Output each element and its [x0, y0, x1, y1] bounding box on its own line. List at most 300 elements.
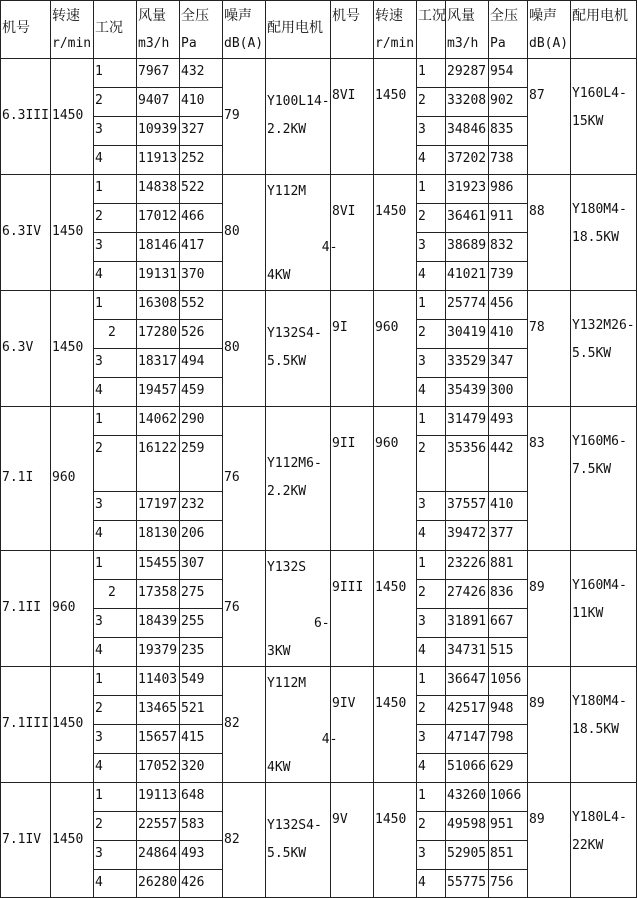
grid-line — [445, 608, 488, 609]
left-model-3: 6.3V — [2, 340, 34, 355]
left-speed-1: 1450 — [52, 108, 84, 123]
grid-line — [445, 520, 488, 521]
right-pressure: 410 — [490, 497, 514, 512]
left-pressure: 466 — [181, 209, 205, 224]
right-flow: 35356 — [447, 441, 487, 456]
right-motor-1: Y160L4- 15KW — [572, 86, 627, 129]
right-condition: 4 — [418, 151, 426, 166]
grid-line — [0, 0, 637, 1]
right-condition: 3 — [418, 497, 426, 512]
grid-line — [488, 608, 527, 609]
grid-line — [179, 145, 222, 146]
grid-line — [136, 491, 179, 492]
right-flow: 31923 — [447, 180, 487, 195]
grid-line — [50, 0, 51, 898]
left-flow: 18317 — [138, 354, 178, 369]
left-condition: 3 — [95, 497, 103, 512]
left-pressure: 206 — [181, 526, 205, 541]
grid-line — [179, 695, 222, 696]
grid-line — [445, 869, 488, 870]
right-flow: 31891 — [447, 614, 487, 629]
grid-line — [136, 87, 179, 88]
grid-line — [488, 203, 527, 204]
grid-line — [179, 435, 222, 436]
grid-line — [136, 116, 179, 117]
right-flow: 49598 — [447, 817, 487, 832]
right-pressure: 667 — [490, 614, 514, 629]
left-header-speed: 转速 — [52, 8, 80, 24]
right-motor-2: Y180M4- 18.5KW — [572, 202, 627, 245]
right-condition: 4 — [418, 383, 426, 398]
left-condition: 2 — [108, 325, 116, 340]
grid-line — [445, 0, 446, 898]
grid-line — [265, 0, 266, 898]
grid-line — [0, 406, 637, 407]
left-condition: 4 — [95, 267, 103, 282]
grid-line — [488, 232, 527, 233]
right-flow: 36647 — [447, 672, 487, 687]
grid-line — [416, 435, 445, 436]
right-noise-6: 89 — [529, 696, 545, 711]
grid-line — [136, 520, 179, 521]
left-pressure: 259 — [181, 441, 205, 456]
left-pressure: 417 — [181, 238, 205, 253]
left-flow: 24864 — [138, 846, 178, 861]
left-header-motor: 配用电机 — [267, 20, 323, 36]
grid-line — [93, 0, 94, 898]
grid-line — [93, 520, 136, 521]
left-condition: 4 — [95, 875, 103, 890]
left-condition: 3 — [95, 354, 103, 369]
left-flow: 17358 — [138, 585, 178, 600]
right-noise-7: 89 — [529, 812, 545, 827]
right-condition: 3 — [418, 238, 426, 253]
right-condition: 2 — [418, 585, 426, 600]
left-model-2: 6.3IV — [2, 224, 42, 239]
grid-line — [570, 0, 571, 898]
grid-line — [445, 637, 488, 638]
grid-line — [416, 840, 445, 841]
right-header-pressure-unit: Pa — [490, 36, 506, 51]
grid-line — [93, 116, 136, 117]
left-flow: 19379 — [138, 643, 178, 658]
right-motor-3: Y132M26- 5.5KW — [572, 318, 635, 361]
grid-line — [93, 695, 136, 696]
left-pressure: 426 — [181, 875, 205, 890]
grid-line — [488, 869, 527, 870]
right-pressure: 300 — [490, 383, 514, 398]
right-condition: 1 — [418, 64, 426, 79]
grid-line — [416, 377, 445, 378]
left-model-7: 7.1IV — [2, 832, 42, 847]
right-pressure: 629 — [490, 759, 514, 774]
right-pressure: 832 — [490, 238, 514, 253]
grid-line — [179, 87, 222, 88]
grid-line — [488, 491, 527, 492]
left-model-1: 6.3III — [2, 108, 49, 123]
left-flow: 15657 — [138, 730, 178, 745]
left-header-flow: 风量 — [138, 8, 166, 24]
left-motor-1: Y100L14- 2.2KW — [267, 94, 330, 137]
grid-line — [93, 377, 136, 378]
left-flow: 13465 — [138, 701, 178, 716]
left-speed-7: 1450 — [52, 832, 84, 847]
right-condition: 4 — [418, 526, 426, 541]
left-pressure: 522 — [181, 180, 205, 195]
left-condition: 2 — [95, 93, 103, 108]
left-flow: 19457 — [138, 383, 178, 398]
grid-line — [179, 608, 222, 609]
right-flow: 38689 — [447, 238, 487, 253]
grid-line — [93, 203, 136, 204]
right-header-noise-unit: dB(A) — [529, 36, 569, 51]
right-noise-4: 83 — [529, 436, 545, 451]
right-flow: 35439 — [447, 383, 487, 398]
grid-line — [488, 637, 527, 638]
grid-line — [416, 637, 445, 638]
left-flow: 16308 — [138, 296, 178, 311]
grid-line — [136, 203, 179, 204]
grid-line — [488, 0, 489, 898]
grid-line — [445, 87, 488, 88]
left-pressure: 583 — [181, 817, 205, 832]
grid-line — [488, 579, 527, 580]
grid-line — [93, 753, 136, 754]
grid-line — [445, 695, 488, 696]
grid-line — [93, 869, 136, 870]
grid-line — [136, 319, 179, 320]
grid-line — [0, 58, 637, 59]
right-flow: 30419 — [447, 325, 487, 340]
left-pressure: 493 — [181, 846, 205, 861]
grid-line — [445, 203, 488, 204]
grid-line — [445, 840, 488, 841]
left-flow: 17012 — [138, 209, 178, 224]
grid-line — [136, 0, 137, 898]
right-flow: 42517 — [447, 701, 487, 716]
right-pressure: 442 — [490, 441, 514, 456]
right-pressure: 986 — [490, 180, 514, 195]
right-condition: 4 — [418, 875, 426, 890]
grid-line — [416, 87, 445, 88]
right-pressure: 493 — [490, 412, 514, 427]
right-condition: 1 — [418, 180, 426, 195]
grid-line — [136, 637, 179, 638]
grid-line — [416, 520, 445, 521]
right-speed-1: 1450 — [375, 88, 407, 103]
left-pressure: 255 — [181, 614, 205, 629]
right-pressure: 456 — [490, 296, 514, 311]
left-flow: 19113 — [138, 788, 178, 803]
grid-line — [136, 840, 179, 841]
left-condition: 1 — [95, 672, 103, 687]
left-condition: 2 — [95, 209, 103, 224]
left-condition: 3 — [95, 730, 103, 745]
left-flow: 14838 — [138, 180, 178, 195]
right-flow: 52905 — [447, 846, 487, 861]
grid-line — [179, 811, 222, 812]
left-condition: 2 — [95, 701, 103, 716]
grid-line — [93, 840, 136, 841]
left-flow: 17052 — [138, 759, 178, 774]
left-condition: 1 — [95, 180, 103, 195]
left-speed-2: 1450 — [52, 224, 84, 239]
left-pressure: 549 — [181, 672, 205, 687]
left-pressure: 370 — [181, 267, 205, 282]
grid-line — [179, 637, 222, 638]
grid-line — [0, 290, 637, 291]
right-flow: 47147 — [447, 730, 487, 745]
left-flow: 18146 — [138, 238, 178, 253]
left-header-model: 机号 — [2, 20, 30, 36]
right-pressure: 881 — [490, 556, 514, 571]
left-pressure: 327 — [181, 122, 205, 137]
grid-line — [445, 348, 488, 349]
right-model-4: 9II — [332, 436, 356, 451]
left-noise-4: 76 — [224, 470, 240, 485]
grid-line — [0, 174, 637, 175]
left-pressure: 459 — [181, 383, 205, 398]
right-condition: 2 — [418, 701, 426, 716]
grid-line — [445, 261, 488, 262]
grid-line — [136, 377, 179, 378]
left-header-condition: 工况 — [95, 20, 123, 36]
left-flow: 17280 — [138, 325, 178, 340]
right-condition: 1 — [418, 296, 426, 311]
grid-line — [488, 87, 527, 88]
grid-line — [445, 724, 488, 725]
left-motor-2: Y112M 4- 4KW — [267, 184, 338, 283]
left-condition: 4 — [95, 643, 103, 658]
grid-line — [136, 579, 179, 580]
left-flow: 22557 — [138, 817, 178, 832]
left-condition: 4 — [95, 151, 103, 166]
grid-line — [488, 840, 527, 841]
grid-line — [373, 0, 374, 898]
grid-line — [136, 695, 179, 696]
grid-line — [222, 0, 223, 898]
right-flow: 25774 — [447, 296, 487, 311]
right-flow: 34846 — [447, 122, 487, 137]
grid-line — [0, 782, 637, 783]
grid-line — [93, 261, 136, 262]
grid-line — [93, 319, 136, 320]
left-condition: 2 — [95, 817, 103, 832]
grid-line — [416, 203, 445, 204]
right-pressure: 911 — [490, 209, 514, 224]
left-flow: 7967 — [138, 64, 170, 79]
right-flow: 37557 — [447, 497, 487, 512]
right-condition: 4 — [418, 759, 426, 774]
grid-line — [93, 87, 136, 88]
left-noise-3: 80 — [224, 340, 240, 355]
left-condition: 2 — [95, 441, 103, 456]
grid-line — [179, 724, 222, 725]
right-model-7: 9V — [332, 812, 348, 827]
right-flow: 41021 — [447, 267, 487, 282]
grid-line — [488, 348, 527, 349]
grid-line — [179, 377, 222, 378]
left-condition: 3 — [95, 614, 103, 629]
right-condition: 1 — [418, 412, 426, 427]
right-speed-3: 960 — [375, 320, 399, 335]
left-pressure: 415 — [181, 730, 205, 745]
grid-line — [416, 145, 445, 146]
grid-line — [179, 319, 222, 320]
left-flow: 11913 — [138, 151, 178, 166]
right-condition: 2 — [418, 209, 426, 224]
grid-line — [488, 377, 527, 378]
grid-line — [488, 145, 527, 146]
left-condition: 1 — [95, 556, 103, 571]
left-speed-4: 960 — [52, 470, 76, 485]
grid-line — [488, 753, 527, 754]
right-speed-2: 1450 — [375, 204, 407, 219]
right-header-speed: 转速 — [375, 8, 403, 24]
right-header-speed-unit: r/min — [375, 36, 415, 51]
grid-line — [136, 261, 179, 262]
left-pressure: 252 — [181, 151, 205, 166]
grid-line — [445, 579, 488, 580]
left-pressure: 526 — [181, 325, 205, 340]
grid-line — [488, 811, 527, 812]
grid-line — [416, 491, 445, 492]
left-pressure: 232 — [181, 497, 205, 512]
left-model-4: 7.1I — [2, 470, 34, 485]
grid-line — [179, 840, 222, 841]
right-flow: 33208 — [447, 93, 487, 108]
right-pressure: 948 — [490, 701, 514, 716]
grid-line — [0, 666, 637, 667]
left-motor-6: Y112M 4- 4KW — [267, 676, 338, 775]
grid-line — [93, 579, 136, 580]
grid-line — [527, 0, 528, 898]
left-pressure: 552 — [181, 296, 205, 311]
right-pressure: 739 — [490, 267, 514, 282]
right-header-model: 机号 — [332, 8, 360, 24]
left-condition: 4 — [95, 526, 103, 541]
left-flow: 18130 — [138, 526, 178, 541]
right-flow: 55775 — [447, 875, 487, 890]
grid-line — [136, 435, 179, 436]
left-model-5: 7.1II — [2, 600, 42, 615]
grid-line — [93, 637, 136, 638]
right-condition: 2 — [418, 93, 426, 108]
right-speed-5: 1450 — [375, 580, 407, 595]
grid-line — [179, 579, 222, 580]
right-header-flow: 风量 — [447, 8, 475, 24]
right-pressure: 347 — [490, 354, 514, 369]
grid-line — [488, 319, 527, 320]
grid-line — [488, 435, 527, 436]
left-noise-7: 82 — [224, 832, 240, 847]
right-condition: 3 — [418, 614, 426, 629]
right-motor-4: Y160M6- 7.5KW — [572, 434, 627, 477]
grid-line — [416, 695, 445, 696]
right-condition: 4 — [418, 267, 426, 282]
right-pressure: 902 — [490, 93, 514, 108]
left-motor-3: Y132S4- 5.5KW — [267, 326, 322, 369]
left-flow: 14062 — [138, 412, 178, 427]
left-pressure: 521 — [181, 701, 205, 716]
right-header-noise: 噪声 — [529, 8, 557, 24]
grid-line — [445, 811, 488, 812]
right-pressure: 851 — [490, 846, 514, 861]
grid-line — [445, 232, 488, 233]
grid-line — [416, 348, 445, 349]
grid-line — [416, 0, 417, 898]
grid-line — [488, 520, 527, 521]
grid-line — [136, 145, 179, 146]
grid-line — [136, 869, 179, 870]
right-flow: 27426 — [447, 585, 487, 600]
grid-line — [445, 753, 488, 754]
left-header-noise: 噪声 — [224, 8, 252, 24]
right-header-condition: 工况 — [418, 8, 446, 24]
left-pressure: 494 — [181, 354, 205, 369]
grid-line — [93, 232, 136, 233]
left-condition: 3 — [95, 122, 103, 137]
grid-line — [136, 724, 179, 725]
right-condition: 3 — [418, 354, 426, 369]
right-flow: 29287 — [447, 64, 487, 79]
right-pressure: 756 — [490, 875, 514, 890]
right-motor-6: Y180M4- 18.5KW — [572, 694, 627, 737]
left-flow: 18439 — [138, 614, 178, 629]
grid-line — [179, 232, 222, 233]
grid-line — [136, 232, 179, 233]
left-pressure: 290 — [181, 412, 205, 427]
grid-line — [416, 811, 445, 812]
right-noise-1: 87 — [529, 88, 545, 103]
left-condition: 2 — [108, 585, 116, 600]
grid-line — [93, 348, 136, 349]
grid-line — [179, 261, 222, 262]
left-header-pressure: 全压 — [181, 8, 209, 24]
left-motor-4: Y112M6- 2.2KW — [267, 456, 322, 499]
left-speed-6: 1450 — [52, 716, 84, 731]
right-condition: 4 — [418, 643, 426, 658]
left-pressure: 307 — [181, 556, 205, 571]
right-flow: 36461 — [447, 209, 487, 224]
left-condition: 3 — [95, 846, 103, 861]
right-flow: 33529 — [447, 354, 487, 369]
left-noise-2: 80 — [224, 224, 240, 239]
grid-line — [93, 724, 136, 725]
grid-line — [445, 491, 488, 492]
left-pressure: 432 — [181, 64, 205, 79]
right-flow: 34731 — [447, 643, 487, 658]
left-pressure: 275 — [181, 585, 205, 600]
grid-line — [416, 869, 445, 870]
right-pressure: 836 — [490, 585, 514, 600]
left-flow: 9407 — [138, 93, 170, 108]
right-pressure: 377 — [490, 526, 514, 541]
grid-line — [136, 348, 179, 349]
grid-line — [488, 116, 527, 117]
grid-line — [445, 145, 488, 146]
right-pressure: 798 — [490, 730, 514, 745]
grid-line — [488, 695, 527, 696]
grid-line — [179, 0, 180, 898]
left-header-speed-unit: r/min — [52, 36, 92, 51]
grid-line — [416, 319, 445, 320]
left-condition: 1 — [95, 64, 103, 79]
right-flow: 51066 — [447, 759, 487, 774]
right-pressure: 954 — [490, 64, 514, 79]
grid-line — [445, 435, 488, 436]
left-flow: 11403 — [138, 672, 178, 687]
